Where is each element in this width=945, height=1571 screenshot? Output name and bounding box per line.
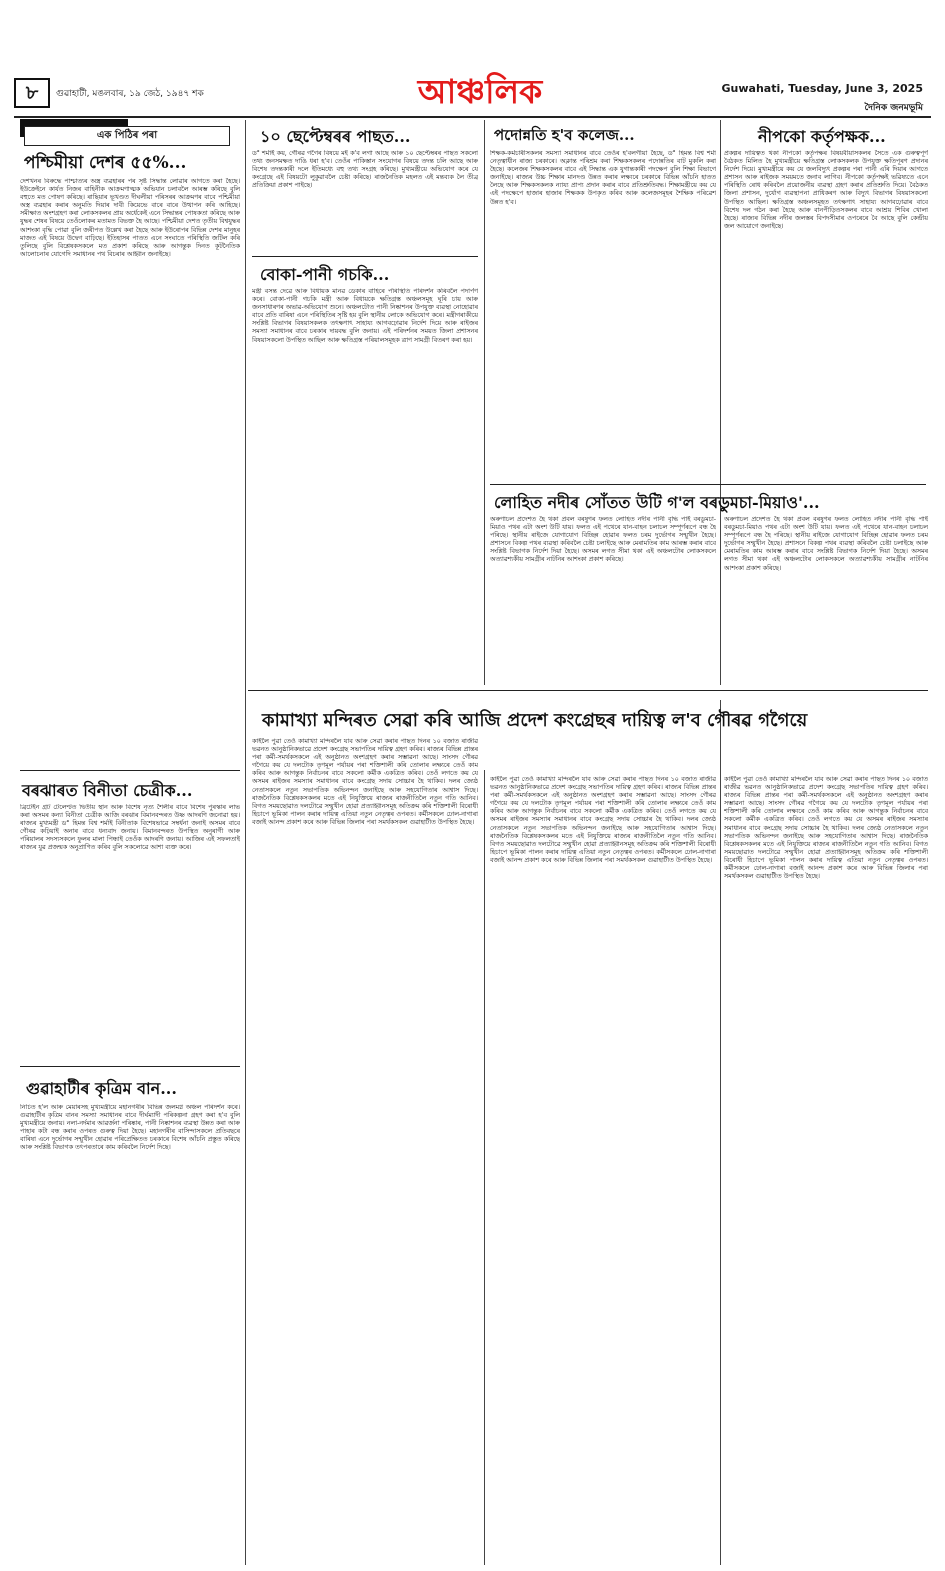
headline-neepco: নীপকো কৰ্তৃপক্ষক... (758, 127, 886, 146)
article-body-kamakhya-a: কাইলৈ পুৱা তেওঁ কামাখ্যা মন্দিৰলৈ যাব আৰু সেৱা কৰাৰ পাছত দিনৰ ১০ বজাত ৰাজীৱ ভৱনত আনুষ্ঠানিকভাৱে প্ৰদেশ কংগ্ৰেছ সভাপতিৰ দায়িত্ব গ্ৰহণ কৰিব। ৰাজ্যৰ বিভিন্ন প্ৰান্তৰ পৰা কৰ্মী-সমৰ্থকসকলে এই অনুষ্ঠানত অংশগ্ৰহণ কৰাৰ সম্ভাৱনা আছে। সাংসদ গৌৰৱ গগৈয়ে কয় যে দলটোক তৃণমূল পৰ্যায়ৰ পৰা শক্তিশালী কৰি তোলাৰ লক্ষ্যৰে তেওঁ কাম কৰিব আৰু আগন্তুক নিৰ্বাচনৰ বাবে সকলো কৰ্মীক একত্ৰিত কৰিব। তেওঁ লগতে কয় যে অসমৰ ৰাইজৰ সমস্যাৰ সমাধানৰ বাবে কংগ্ৰেছ সদায় সোচ্চাৰ হৈ থাকিব। দলৰ জ্যেষ্ঠ নেতাসকলে নতুন সভাপতিক অভিনন্দন জনাইছে আৰু সহযোগিতাৰ আশ্বাস দিছে। ৰাজনৈতিক বিশ্লেষকসকলৰ মতে এই নিযুক্তিয়ে ৰাজ্যৰ ৰাজনীতিলৈ নতুন গতি আনিব। বিগত সময়ছোৱাত দলটোৱে সন্মুখীন হোৱা প্ৰত্যাহ্বানসমূহ অতিক্ৰম কৰি শক্তিশালী বিৰোধী হিচাপে ভূমিকা পালন কৰাৰ দায়িত্ব এতিয়া নতুন নেতৃত্বৰ ওপৰত। কৰ্মীসকলে ঢোল-নাগাৰা বজাই আনন্দ প্ৰকাশ কৰে আৰু বিভিন্ন জিলাৰ পৰা সমৰ্থকসকল গুৱাহাটীত উপস্থিত হৈছে। (252, 738, 478, 826)
column-divider (245, 120, 246, 1565)
headline-lohit-river: লোহিত নদীৰ সোঁতত উটি গ'ল বৰডুমচা-মিয়াও'... (494, 493, 820, 512)
article-body-western-countries: দেশখনৰ বিৰুদ্ধে পাশ্চাত্যৰ অস্ত্ৰ ব্যৱহাৰৰ পৰ সৃষ্ট সিদ্ধান্ত লোৱাৰ আগতে কৰা হৈছে। ইউক্ৰেইনে কাৰ্যত নিজৰ বাহিনীক আক্ৰমণাত্মক অভিযান চলাবলৈ আৰম্ভ কৰিছে বুলি বহুতে মত পোষণ কৰিছে। ৰাছিয়াৰ ভূখণ্ডত দীঘলীয়া পৰিসৰৰ আক্ৰমণৰ বাবে পশ্চিমীয়া অস্ত্ৰ ব্যৱহাৰ কৰাৰ অনুমতি দিয়াৰ দাবী কিয়েভে বাৰে বাৰে উত্থাপন কৰি আহিছে। সমীক্ষাত অংশগ্ৰহণ কৰা লোকসকলৰ প্ৰায় অৰ্ধেকেই এনে সিদ্ধান্তৰ পোষকতা কৰিছে আৰু যুদ্ধৰ শেষৰ বিষয়ে তেওঁলোকৰ মতামত বিভক্ত হৈ আছে। পশ্চিমীয়া দেশত তৃতীয় বিশ্বযুদ্ধৰ আশংকা বৃদ্ধি পোৱা বুলি জৰীপত উল্লেখ কৰা হৈছে আৰু ইউৰোপৰ বিভিন্ন দেশৰ মানুহৰ মাজত এই বিষয়ে উদ্বেগ বাঢ়িছে। ইতিহাসৰ পাতত এনে সংঘাতে পৰিস্থিতি জটিল কৰি তুলিছে বুলি বিশ্লেষকসকলে মত প্ৰকাশ কৰিছে আৰু আগন্তুক দিনত কূটনৈতিক আলোচনাৰ যোগেদি সমাধানৰ পথ বিচৰাৰ আহ্বান জনাইছে। (20, 178, 240, 258)
article-body-kamakhya-c: কাইলৈ পুৱা তেওঁ কামাখ্যা মন্দিৰলৈ যাব আৰু সেৱা কৰাৰ পাছত দিনৰ ১০ বজাত ৰাজীৱ ভৱনত আনুষ্ঠানিকভাৱে প্ৰদেশ কংগ্ৰেছ সভাপতিৰ দায়িত্ব গ্ৰহণ কৰিব। ৰাজ্যৰ বিভিন্ন প্ৰান্তৰ পৰা কৰ্মী-সমৰ্থকসকলে এই অনুষ্ঠানত অংশগ্ৰহণ কৰাৰ সম্ভাৱনা আছে। সাংসদ গৌৰৱ গগৈয়ে কয় যে দলটোক তৃণমূল পৰ্যায়ৰ পৰা শক্তিশালী কৰি তোলাৰ লক্ষ্যৰে তেওঁ কাম কৰিব আৰু আগন্তুক নিৰ্বাচনৰ বাবে সকলো কৰ্মীক একত্ৰিত কৰিব। তেওঁ লগতে কয় যে অসমৰ ৰাইজৰ সমস্যাৰ সমাধানৰ বাবে কংগ্ৰেছ সদায় সোচ্চাৰ হৈ থাকিব। দলৰ জ্যেষ্ঠ নেতাসকলে নতুন সভাপতিক অভিনন্দন জনাইছে আৰু সহযোগিতাৰ আশ্বাস দিছে। ৰাজনৈতিক বিশ্লেষকসকলৰ মতে এই নিযুক্তিয়ে ৰাজ্যৰ ৰাজনীতিলৈ নতুন গতি আনিব। বিগত সময়ছোৱাত দলটোৱে সন্মুখীন হোৱা প্ৰত্যাহ্বানসমূহ অতিক্ৰম কৰি শক্তিশালী বিৰোধী হিচাপে ভূমিকা পালন কৰাৰ দায়িত্ব এতিয়া নতুন নেতৃত্বৰ ওপৰত। কৰ্মীসকলে ঢোল-নাগাৰা বজাই আনন্দ প্ৰকাশ কৰে আৰু বিভিন্ন জিলাৰ পৰা সমৰ্থকসকল গুৱাহাটীত উপস্থিত হৈছে। (724, 776, 928, 881)
masthead-logo: আঞ্চলিক (417, 72, 543, 111)
header-rule (14, 116, 931, 118)
article-body-lohit-river-a: অৰুণাচল প্ৰদেশত হৈ থকা প্ৰবল বৰষুণৰ ফলত লোহিত নদীৰ পানী বৃদ্ধি পাই বৰডুমচা-মিয়াও পথৰ এটা অংশ উটি যায়। ফলত এই পথেৰে যান-বাহন চলাচল সম্পূৰ্ণৰূপে বন্ধ হৈ পৰিছে। স্থানীয় ৰাইজে যোগাযোগ বিচ্ছিন্ন হোৱাৰ ফলত চৰম দুৰ্ভোগৰ সন্মুখীন হৈছে। প্ৰশাসনে বিকল্প পথৰ ব্যৱস্থা কৰিবলৈ চেষ্টা চলাইছে আৰু মেৰামতিৰ কাম আৰম্ভ কৰাৰ বাবে সংশ্লিষ্ট বিভাগক নিৰ্দেশ দিয়া হৈছে। অসমৰ লগত সীমা থকা এই অঞ্চলটোৰ লোকসকলে অত্যাৱশ্যকীয় সামগ্ৰীৰ নাটনিৰ আশংকা প্ৰকাশ কৰিছে। (490, 516, 716, 564)
column-divider (720, 120, 721, 685)
column-divider (720, 700, 721, 1565)
article-divider (20, 1066, 240, 1067)
article-body-college-promotion: শিক্ষক-কৰ্মচাৰীসকলৰ সমস্যা সমাধানৰ বাবে তেওঁৰ হ'বলগীয়া হৈছে, ড° হিমন্ত বিশ্ব শৰ্মা নেতৃত্বাধীন ৰাজ্য চৰকাৰে। অক্লান্ত পৰিশ্ৰম কৰা শিক্ষকসকলৰ পদোন্নতিৰ বাট মুকলি কৰা হৈছে। কলেজৰ শিক্ষকসকলৰ বাবে এই সিদ্ধান্ত এক যুগান্তকাৰী পদক্ষেপ বুলি শিক্ষা বিভাগে জনাইছে। ৰাজ্যৰ উচ্চ শিক্ষাৰ মানদণ্ড উন্নত কৰাৰ লক্ষ্যৰে চৰকাৰে বিভিন্ন আঁচনি হাতত লৈছে আৰু শিক্ষকসকলক ন্যায্য প্ৰাপ্য প্ৰদান কৰাৰ বাবে প্ৰতিশ্ৰুতিবদ্ধ। শিক্ষামন্ত্ৰীয়ে কয় যে এই পদক্ষেপে হাজাৰ হাজাৰ শিক্ষকক উপকৃত কৰিব আৰু কলেজসমূহৰ শৈক্ষিক পৰিৱেশ উন্নত হ'ব। (490, 150, 716, 206)
article-body-lohit-river-b: অৰুণাচল প্ৰদেশত হৈ থকা প্ৰবল বৰষুণৰ ফলত লোহিত নদীৰ পানী বৃদ্ধি পাই বৰডুমচা-মিয়াও পথৰ এটা অংশ উটি যায়। ফলত এই পথেৰে যান-বাহন চলাচল সম্পূৰ্ণৰূপে বন্ধ হৈ পৰিছে। স্থানীয় ৰাইজে যোগাযোগ বিচ্ছিন্ন হোৱাৰ ফলত চৰম দুৰ্ভোগৰ সন্মুখীন হৈছে। প্ৰশাসনে বিকল্প পথৰ ব্যৱস্থা কৰিবলৈ চেষ্টা চলাইছে আৰু মেৰামতিৰ কাম আৰম্ভ কৰাৰ বাবে সংশ্লিষ্ট বিভাগক নিৰ্দেশ দিয়া হৈছে। অসমৰ লগত সীমা থকা এই অঞ্চলটোৰ লোকসকলে অত্যাৱশ্যকীয় সামগ্ৰীৰ নাটনিৰ আশংকা প্ৰকাশ কৰিছে। (724, 516, 928, 572)
article-body-neepco: প্ৰকল্পৰ দায়িত্বত থকা নীপকো কৰ্তৃপক্ষৰ বিষয়বীয়াসকলৰ সৈতে এক গুৰুত্বপূৰ্ণ বৈঠকত মিলিত হৈ মুখ্যমন্ত্ৰীয়ে ক্ষতিগ্ৰস্ত লোকসকলক উপযুক্ত ক্ষতিপূৰণ প্ৰদানৰ নিৰ্দেশ দিয়ে। মুখ্যমন্ত্ৰীয়ে কয় যে জলবিদ্যুৎ প্ৰকল্পৰ পৰা পানী এৰি দিয়াৰ আগতে প্ৰশাসন আৰু ৰাইজক সময়মতে জনাব লাগিব। নীপকো কৰ্তৃপক্ষই ভৱিষ্যতে এনে পৰিস্থিতি ৰোধ কৰিবলৈ প্ৰয়োজনীয় ব্যৱস্থা গ্ৰহণ কৰাৰ প্ৰতিশ্ৰুতি দিয়ে। বৈঠকত জিলা প্ৰশাসন, দুৰ্যোগ ব্যৱস্থাপনা প্ৰাধিকৰণ আৰু বিদ্যুৎ বিভাগৰ বিষয়াসকলো উপস্থিত আছিল। ক্ষতিগ্ৰস্ত অঞ্চলসমূহত তৎক্ষণাৎ সাহায্য আগবঢ়োৱাৰ বাবে বিশেষ দল গঠন কৰা হৈছে আৰু বানপীড়িতসকলৰ বাবে আশ্ৰয় শিবিৰ খোলা হৈছে। ৰাজ্যৰ বিভিন্ন নদীৰ জলস্তৰ বিপদসীমাৰ ওপৰেৰে বৈ আছে বুলি কেন্দ্ৰীয় জল আয়োগে জনাইছে। (724, 150, 928, 230)
article-body-mud-water: মন্ত্ৰী বসন্ত দেৱে আৰু বিধায়ক মানৱ ডেকাৰ বাহিৰে পৰিস্থিতি পৰিদৰ্শন কৰিবলৈ পদাৰ্পণ কৰে। বোকা-পানী গচকি মন্ত্ৰী আৰু বিধায়কে ক্ষতিগ্ৰস্ত অঞ্চলসমূহ ঘূৰি চায় আৰু জনসাধাৰণৰ অভাৱ-অভিযোগ শুনে। অঞ্চলটোত পানী নিষ্কাশনৰ উপযুক্ত ব্যৱস্থা নোহোৱাৰ বাবে প্ৰতি বাৰিষা এনে পৰিস্থিতিৰ সৃষ্টি হয় বুলি স্থানীয় লোকে অভিযোগ কৰে। মন্ত্ৰীগৰাকীয়ে সংশ্লিষ্ট বিভাগৰ বিষয়াসকলক তৎক্ষণাৎ সাহায্য আগবঢ়োৱাৰ নিৰ্দেশ দিয়ে আৰু ৰাইজৰ সমস্যা সমাধানৰ বাবে চৰকাৰ দায়বদ্ধ বুলি জনায়। এই পৰিদৰ্শনৰ সময়ত জিলা প্ৰশাসনৰ বিষয়াসকলো উপস্থিত আছিল আৰু ক্ষতিগ্ৰস্ত পৰিয়ালসমূহক ত্ৰাণ সামগ্ৰী বিতৰণ কৰা হয়। (252, 288, 478, 344)
headline-kamakhya-gaurav: কামাখ্যা মন্দিৰত সেৱা কৰি আজি প্ৰদেশ কংগ্ৰেছৰ দায়িত্ব ল'ব গৌৰৱ গগৈয়ে (262, 710, 808, 731)
article-body-binita-chetry: ব্ৰিটেইন গ্ৰট টেলেণ্টত দ্বিতীয় স্থান আৰু বিশেষ নৃত্য শৈলীৰ বাবে বিশেষ পুৰস্কাৰ লাভ কৰা অসমৰ কন্যা বিনীতা চেত্ৰীক আজি বৰঝাৰ বিমানবন্দৰত উষ্ণ আদৰণি জনোৱা হয়। ৰাজ্যৰ মুখ্যমন্ত্ৰী ড° হিমন্ত বিশ্ব শৰ্মাই বিনীতাক বিশেষভাৱে সম্বৰ্ধনা জনাই অসমৰ বাবে গৌৰৱ কঢ়িয়াই অনাৰ বাবে ধন্যবাদ জনায়। বিমানবন্দৰত উপস্থিত অনুৰাগী আৰু পৰিয়ালৰ সদস্যসকলে ফুলৰ মালা পিন্ধাই তেওঁক আদৰণি জনায়। আজিৰ এই সফলতাই ৰাজ্যৰ যুৱ প্ৰজন্মক অনুপ্ৰাণিত কৰিব বুলি সকলোৱে আশা ব্যক্ত কৰে। (20, 804, 240, 852)
headline-mud-water: বোকা-পানী গচকি... (260, 265, 390, 284)
article-divider (20, 770, 240, 771)
article-divider (252, 256, 478, 257)
article-body-september-10: ড° শৰ্মাই কয়, গৌৰৱ গগৈৰ বিষয়ে মই ক'ব লগা আছে আৰু ১০ ছেপ্টেম্বৰৰ পাছত সকলো তথ্য জনসমক্ষত দাঙি ধৰা হ'ব। তেওঁৰ পাকিস্তান সংযোগৰ বিষয়ে তদন্ত চলি আছে আৰু বিশেষ তদন্তকাৰী দলে ইতিমধ্যে বহু তথ্য সংগ্ৰহ কৰিছে। মুখ্যমন্ত্ৰীয়ে অভিযোগ কৰে যে কংগ্ৰেছে এই বিষয়টো লুকুৱাবলৈ চেষ্টা কৰিছে। ৰাজনৈতিক মহলত এই মন্তব্যক লৈ তীব্ৰ প্ৰতিক্ৰিয়া প্ৰকাশ পাইছে। (252, 150, 478, 190)
headline-binita-chetry: বৰঝাৰত বিনীতা চেত্ৰীক... (22, 781, 193, 800)
section-label: এক পিঠিৰ পৰা (24, 126, 230, 146)
headline-guwahati-flood: গুৱাহাটীৰ কৃত্ৰিম বান... (26, 1079, 177, 1098)
headline-september-10: ১০ ছেপ্টেম্বৰৰ পাছত... (260, 127, 411, 146)
headline-western-countries: পশ্চিমীয়া দেশৰ ৫৫%... (24, 153, 187, 173)
date-left: গুৱাহাটী, মঙলবাৰ, ১৯ জেঠ, ১৯৪৭ শক (56, 89, 204, 99)
article-divider (248, 690, 928, 691)
article-body-guwahati-flood: নিচিত হ'ল আৰু মেয়াৰসহ মুখ্যমন্ত্ৰীয়ে মহানগৰীৰ বিভিন্ন জলমগ্ন অঞ্চল পৰিদৰ্শন কৰে। গুৱাহাটীৰ কৃত্ৰিম বানৰ সমস্যা সমাধানৰ বাবে দীৰ্ঘম্যাদী পৰিকল্পনা গ্ৰহণ কৰা হ'ব বুলি মুখ্যমন্ত্ৰীয়ে জনায়। নলা-নৰ্দমাৰ আৱৰ্জনা পৰিষ্কাৰ, পানী নিষ্কাশনৰ ব্যৱস্থা উন্নত কৰা আৰু পাহাৰ কটা বন্ধ কৰাৰ ওপৰত গুৰুত্ব দিয়া হৈছে। মহানগৰীৰ বাসিন্দাসকলে প্ৰতিবছৰে বাৰিষা এনে দুৰ্ভোগৰ সন্মুখীন হোৱাৰ পৰিপ্ৰেক্ষিতত চৰকাৰে বিশেষ আঁচনি প্ৰস্তুত কৰিছে আৰু সংশ্লিষ্ট বিভাগক তৎপৰতাৰে কাম কৰিবলৈ নিৰ্দেশ দিছে। (20, 1104, 240, 1152)
article-body-kamakhya-b: কাইলৈ পুৱা তেওঁ কামাখ্যা মন্দিৰলৈ যাব আৰু সেৱা কৰাৰ পাছত দিনৰ ১০ বজাত ৰাজীৱ ভৱনত আনুষ্ঠানিকভাৱে প্ৰদেশ কংগ্ৰেছ সভাপতিৰ দায়িত্ব গ্ৰহণ কৰিব। ৰাজ্যৰ বিভিন্ন প্ৰান্তৰ পৰা কৰ্মী-সমৰ্থকসকলে এই অনুষ্ঠানত অংশগ্ৰহণ কৰাৰ সম্ভাৱনা আছে। সাংসদ গৌৰৱ গগৈয়ে কয় যে দলটোক তৃণমূল পৰ্যায়ৰ পৰা শক্তিশালী কৰি তোলাৰ লক্ষ্যৰে তেওঁ কাম কৰিব আৰু আগন্তুক নিৰ্বাচনৰ বাবে সকলো কৰ্মীক একত্ৰিত কৰিব। তেওঁ লগতে কয় যে অসমৰ ৰাইজৰ সমস্যাৰ সমাধানৰ বাবে কংগ্ৰেছ সদায় সোচ্চাৰ হৈ থাকিব। দলৰ জ্যেষ্ঠ নেতাসকলে নতুন সভাপতিক অভিনন্দন জনাইছে আৰু সহযোগিতাৰ আশ্বাস দিছে। ৰাজনৈতিক বিশ্লেষকসকলৰ মতে এই নিযুক্তিয়ে ৰাজ্যৰ ৰাজনীতিলৈ নতুন গতি আনিব। বিগত সময়ছোৱাত দলটোৱে সন্মুখীন হোৱা প্ৰত্যাহ্বানসমূহ অতিক্ৰম কৰি শক্তিশালী বিৰোধী হিচাপে ভূমিকা পালন কৰাৰ দায়িত্ব এতিয়া নতুন নেতৃত্বৰ ওপৰত। কৰ্মীসকলে ঢোল-নাগাৰা বজাই আনন্দ প্ৰকাশ কৰে আৰু বিভিন্ন জিলাৰ পৰা সমৰ্থকসকল গুৱাহাটীত উপস্থিত হৈছে। (490, 776, 716, 864)
column-divider (484, 120, 485, 685)
page-number: ৮ (14, 78, 50, 108)
date-right: Guwahati, Tuesday, June 3, 2025 (721, 82, 923, 95)
column-divider (484, 770, 485, 1565)
article-divider (490, 484, 926, 485)
headline-college-promotion: পদোন্নতি হ'ব কলেজ... (494, 126, 635, 144)
paper-name: দৈনিক জনমভূমি (864, 103, 923, 113)
